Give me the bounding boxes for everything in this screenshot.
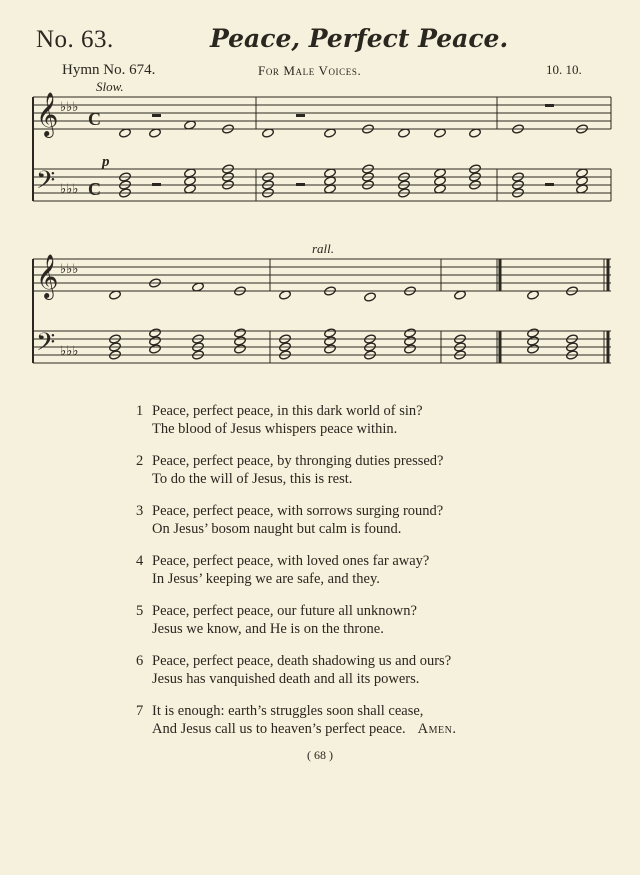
- note-head-icon: [149, 336, 162, 346]
- note-head-icon: [234, 344, 247, 354]
- bass-clef-icon: 𝄢: [36, 166, 56, 201]
- clefs: [36, 92, 101, 363]
- note-head-icon: [404, 336, 417, 346]
- verse-line: Jesus we know, and He is on the throne.: [152, 621, 384, 637]
- common-time-icon: C: [88, 109, 101, 129]
- note-head-icon: [527, 328, 540, 338]
- verse-4: [136, 552, 556, 588]
- rall-marking: rall.: [312, 241, 335, 256]
- rest-icon: [152, 183, 161, 186]
- common-time-icon: C: [88, 179, 101, 199]
- page-number: ( 68 ): [307, 748, 333, 762]
- verse-line: The blood of Jesus whispers peace within.: [152, 421, 398, 437]
- verse-number: 7: [136, 703, 144, 719]
- verse-line: Peace, perfect peace, in this dark world of sin?: [152, 403, 423, 419]
- treble-clef-icon: 𝄞: [36, 92, 59, 136]
- rest-icon: [296, 183, 305, 186]
- music-score: [0, 0, 640, 400]
- verse-line: Peace, perfect peace, death shadowing us and ours?: [152, 653, 452, 669]
- verse-number: 1: [136, 403, 144, 419]
- rest-icon: [545, 183, 554, 186]
- note-head-icon: [527, 344, 540, 354]
- note-head-icon: [324, 344, 337, 354]
- treble-clef-icon: 𝄞: [36, 254, 59, 298]
- rest-icon: [152, 114, 161, 117]
- note-head-icon: [527, 336, 540, 346]
- note-head-icon: [149, 344, 162, 354]
- verse-number: 3: [136, 503, 144, 519]
- bass-clef-icon: 𝄢: [36, 328, 56, 363]
- amen-label: Amen.: [417, 721, 457, 737]
- note-head-icon: [234, 336, 247, 346]
- hymn-reference: Hymn No. 674.: [62, 62, 156, 78]
- verse-line: It is enough: earth’s struggles soon shall cease,: [152, 703, 424, 719]
- verse-7: [136, 702, 556, 738]
- hymn-title: Peace, Perfect Peace.: [210, 24, 509, 53]
- verse-number: 5: [136, 603, 144, 619]
- verse-line: In Jesus’ keeping we are safe, and they.: [152, 571, 380, 587]
- notes: [109, 104, 589, 360]
- note-head-icon: [149, 328, 162, 338]
- verse-2: [136, 452, 556, 488]
- rest-icon: [296, 114, 305, 117]
- note-head-icon: [324, 328, 337, 338]
- verse-line: Peace, perfect peace, by thronging duties pressed?: [152, 453, 444, 469]
- barlines: [33, 97, 611, 363]
- voices-label: For Male Voices.: [258, 63, 362, 78]
- rest-icon: [545, 104, 554, 107]
- flat-icon: ♭♭♭: [60, 343, 79, 358]
- note-head-icon: [324, 336, 337, 346]
- verse-line: And Jesus call us to heaven’s perfect peace.: [152, 721, 406, 737]
- verse-number: 2: [136, 453, 144, 469]
- verse-number: 4: [136, 553, 144, 569]
- verse-line: To do the will of Jesus, this is rest.: [152, 471, 353, 487]
- verse-line: Peace, perfect peace, with loved ones far away?: [152, 553, 430, 569]
- verse-1: [136, 402, 556, 438]
- meter-label: 10. 10.: [546, 62, 582, 77]
- dynamic-marking: p: [102, 154, 110, 170]
- note-head-icon: [364, 292, 377, 302]
- note-head-icon: [404, 328, 417, 338]
- verse-line: Jesus has vanquished death and all its powers.: [152, 671, 420, 687]
- tempo-marking: Slow.: [96, 79, 124, 94]
- verse-number: 6: [136, 653, 144, 669]
- flat-icon: ♭♭♭: [60, 181, 79, 196]
- verse-6: [136, 652, 556, 688]
- verses: [136, 402, 556, 752]
- note-head-icon: [234, 328, 247, 338]
- staff-lines: [33, 97, 611, 363]
- note-head-icon: [404, 344, 417, 354]
- verse-line: Peace, perfect peace, with sorrows surging round?: [152, 503, 444, 519]
- flat-icon: ♭♭♭: [60, 99, 79, 114]
- verse-5: [136, 602, 556, 638]
- verse-line: Peace, perfect peace, our future all unknown?: [152, 603, 417, 619]
- flat-icon: ♭♭♭: [60, 261, 79, 276]
- verse-line: On Jesus’ bosom naught but calm is found.: [152, 521, 402, 537]
- hymn-number: No. 63.: [36, 26, 114, 53]
- verse-3: [136, 502, 556, 538]
